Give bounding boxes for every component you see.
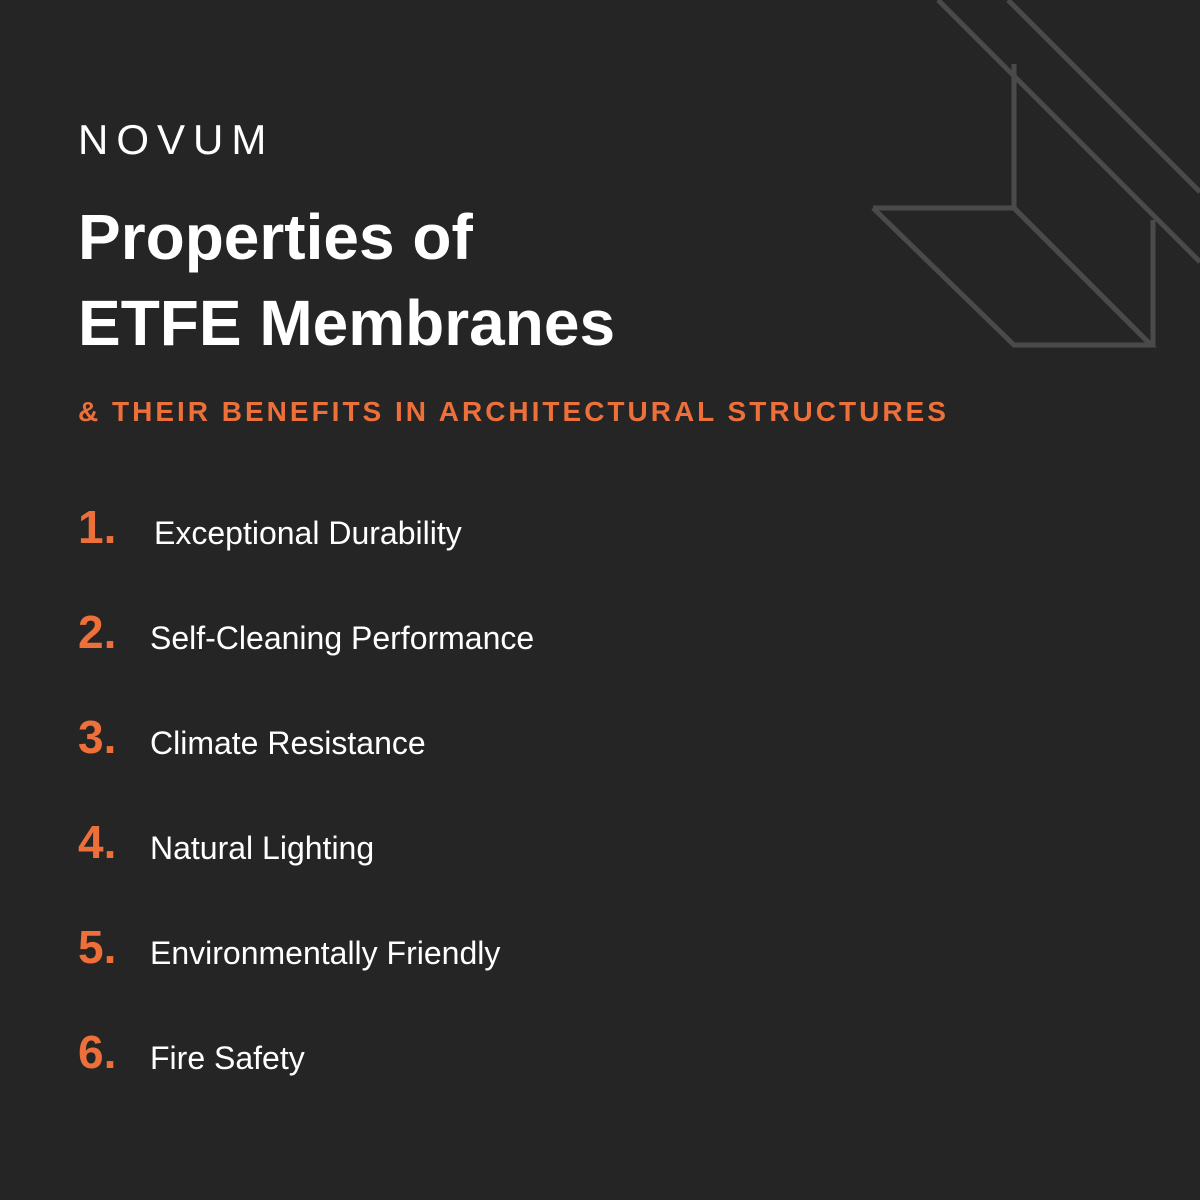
properties-list xyxy=(78,499,878,1129)
decor-inner-diagonal xyxy=(1014,208,1151,345)
list-item xyxy=(78,604,878,709)
page-subtitle: & THEIR BENEFITS IN ARCHITECTURAL STRUCTURES xyxy=(78,396,949,427)
brand-logo: NOVUM xyxy=(78,116,275,163)
list-item-label: Natural Lighting xyxy=(150,830,375,866)
list-item xyxy=(78,499,878,604)
list-item-label: Exceptional Durability xyxy=(154,515,462,551)
decor-line-upper xyxy=(938,0,1200,262)
list-item-label: Climate Resistance xyxy=(150,725,426,761)
list-item xyxy=(78,1024,878,1129)
list-item-number: 5. xyxy=(78,921,117,973)
list-item-number: 2. xyxy=(78,606,117,658)
decor-line-right xyxy=(1008,0,1200,192)
list-item-label: Environmentally Friendly xyxy=(150,935,501,971)
list-item-number: 1. xyxy=(78,501,117,553)
decor-parallelogram xyxy=(873,208,1151,345)
list-item-label: Self-Cleaning Performance xyxy=(150,620,535,656)
list-item xyxy=(78,814,878,919)
title-line-2: ETFE Membranes xyxy=(78,287,616,359)
list-item-number: 3. xyxy=(78,711,117,763)
title-line-1: Properties of xyxy=(78,201,473,273)
page-title xyxy=(78,194,838,366)
list-item xyxy=(78,709,878,814)
list-item-number: 6. xyxy=(78,1026,117,1078)
list-item xyxy=(78,919,878,1024)
list-item-number: 4. xyxy=(78,816,117,868)
list-item-label: Fire Safety xyxy=(150,1040,305,1076)
